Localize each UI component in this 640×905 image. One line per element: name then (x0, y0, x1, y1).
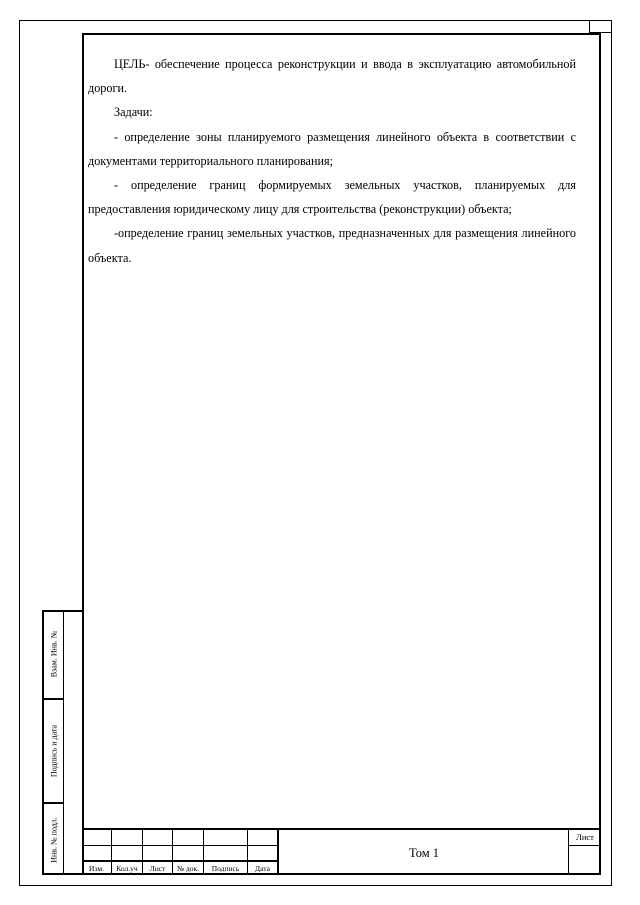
volume-label: Том 1 (409, 846, 439, 860)
document-body (88, 52, 576, 270)
task-item: - определение зоны планируемого размещения линейного объекта в соответствии с документами территориального планирования; (88, 129, 576, 168)
tasks-heading: Задачи: (114, 105, 153, 120)
task-item: - определение границ формируемых земельных участков, планируемых для предоставления юридическому лицу для строительства (реконструкции) объекта; (88, 178, 576, 217)
sheet-label: Лист (576, 832, 594, 842)
side-label-vzam: Взам. Инв. № (49, 630, 58, 678)
title-block (82, 828, 601, 875)
tb-header-doc: № док. (176, 864, 200, 873)
side-label-signature: Подпись и дата (49, 724, 58, 778)
tb-header-date: Дата (255, 864, 270, 873)
tb-col-izm (82, 830, 112, 875)
tb-col-doc (173, 830, 204, 875)
tb-header-izm: Изм. (89, 864, 104, 873)
page-corner-tab (589, 20, 612, 33)
tb-col-kol (112, 830, 143, 875)
side-cell-inv-podl (44, 802, 63, 875)
tb-col-list (143, 830, 173, 875)
tb-header-list: Лист (149, 864, 166, 873)
tb-header-signature: Подпись (211, 864, 240, 873)
tb-header-kol: Кол.уч (116, 864, 138, 873)
side-stamp (42, 610, 82, 875)
task-item: -определение границ земельных участков, предназначенных для размещения линейного объекта. (88, 226, 576, 265)
tb-row-line (82, 860, 279, 862)
tb-sheet-line (568, 845, 599, 846)
side-stamp-divider (63, 612, 64, 873)
side-cell-vzam (44, 610, 63, 698)
goal-paragraph: ЦЕЛЬ- обеспечение процесса реконструкции и ввода в эксплуатацию автомобильной дороги. (88, 57, 576, 96)
side-label-inv-podl: Инв. № подл. (49, 816, 58, 863)
tb-col-date (248, 830, 279, 875)
tb-row-line (82, 845, 279, 846)
tb-col-signature (204, 830, 248, 875)
side-cell-signature (44, 698, 63, 802)
